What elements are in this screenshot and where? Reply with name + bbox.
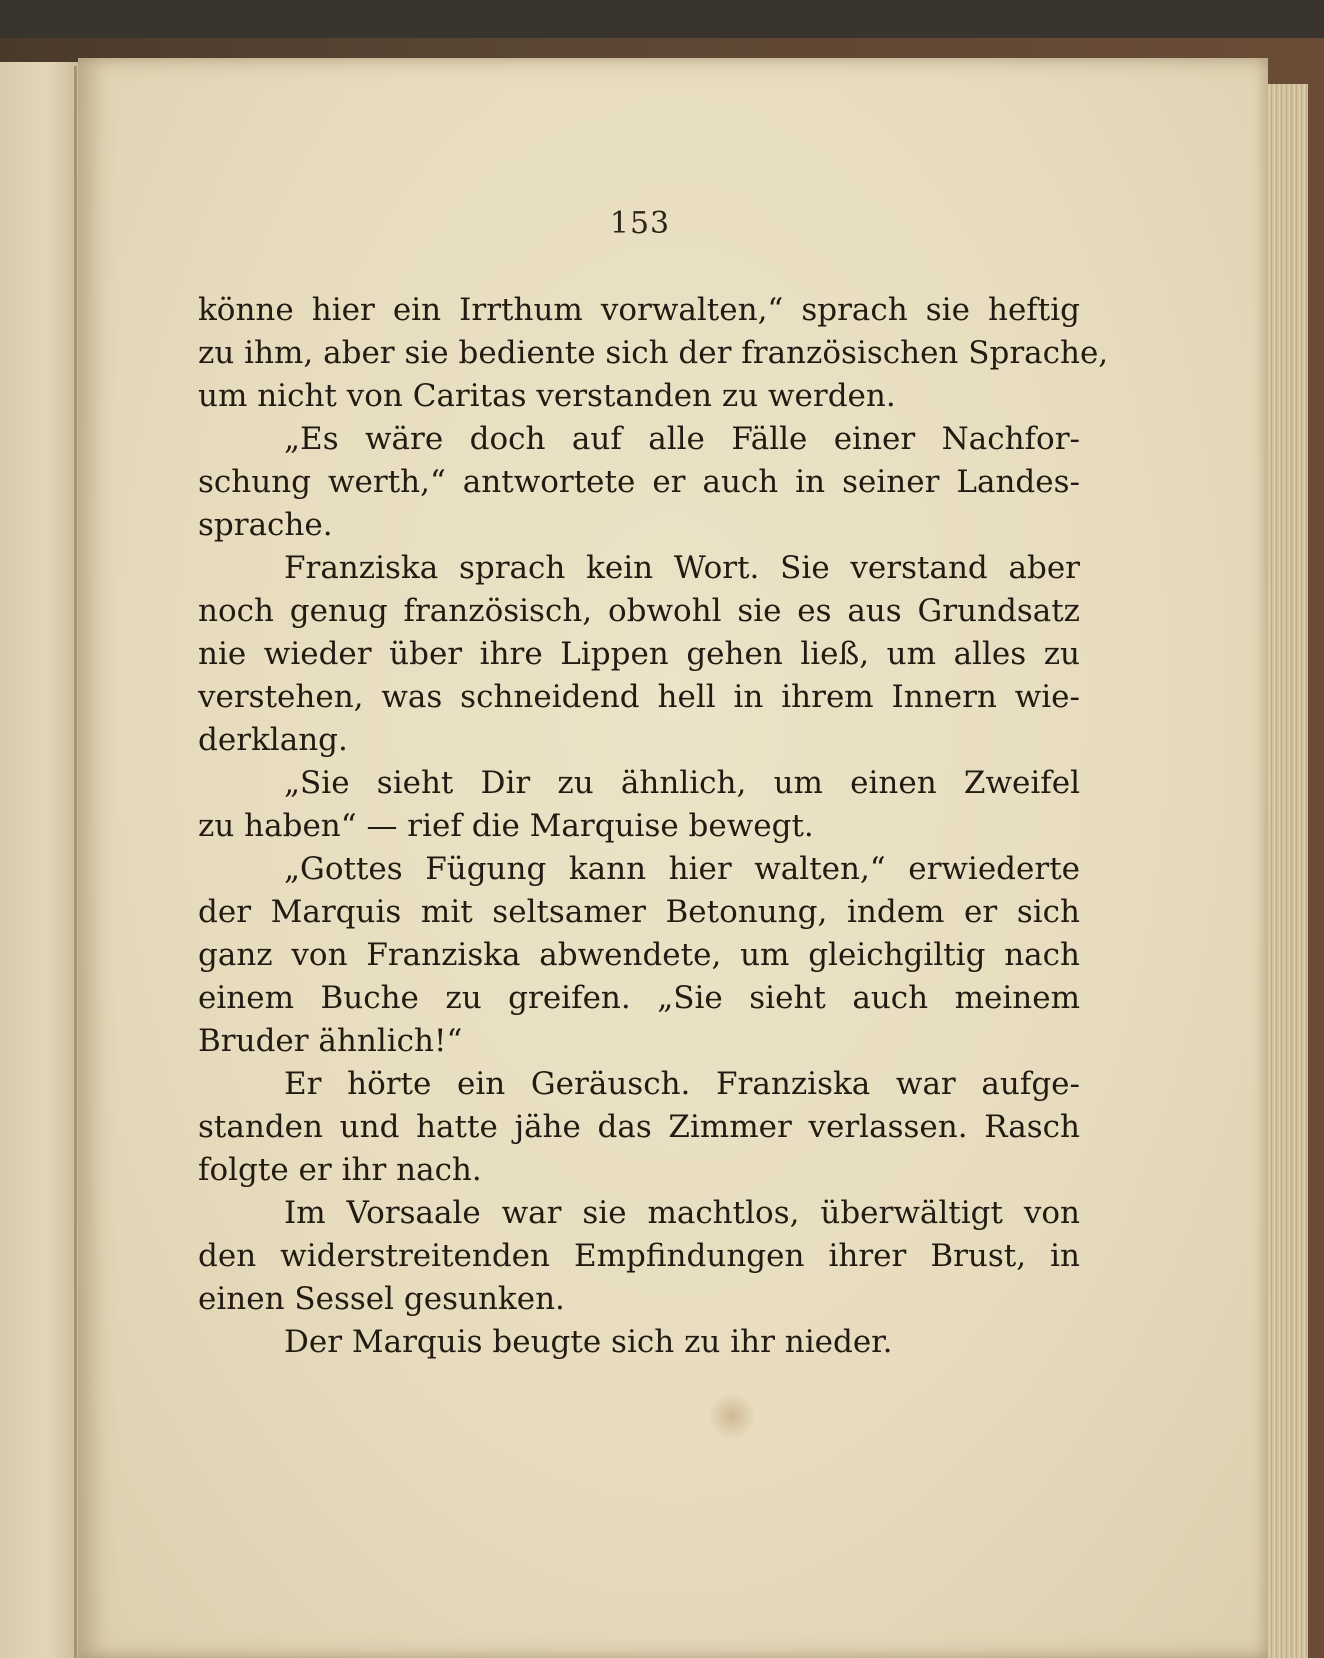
text-line: Im Vorsaale war sie machtlos, überwältigt von [284,1195,1080,1231]
text-line: „Es wäre doch auf alle Fälle einer Nachfor- [284,421,1080,457]
text-line: den widerstreitenden Empfindungen ihrer Brust, in [198,1238,1080,1274]
text-line: Bruder ähnlich!“ [198,1023,463,1059]
text-line: standen und hatte jähe das Zimmer verlassen. Rasch [198,1109,1080,1145]
left-page-edge [0,62,78,1658]
text-line: der Marquis mit seltsamer Betonung, indem er sich [198,894,1080,930]
text-line: noch genug französisch, obwohl sie es aus Grundsatz [198,593,1080,629]
text-line: zu haben“ — rief die Marquise bewegt. [198,808,814,844]
text-line: „Sie sieht Dir zu ähnlich, um einen Zweifel [284,765,1080,801]
text-line: einem Buche zu greifen. „Sie sieht auch meinem [198,980,1080,1016]
text-line: „Gottes Fügung kann hier walten,“ erwiederte [284,851,1080,887]
text-line: sprache. [198,507,333,543]
text-line: um nicht von Caritas verstanden zu werden. [198,378,896,414]
text-line: nie wieder über ihre Lippen gehen ließ, um alles zu [198,636,1080,672]
text-line: schung werth,“ antwortete er auch in seiner Landes- [198,464,1080,500]
text-line: derklang. [198,722,348,758]
book-spine [74,66,77,1658]
text-line: Der Marquis beugte sich zu ihr nieder. [284,1324,893,1360]
text-line: verstehen, was schneidend hell in ihrem Innern wie- [198,679,1080,715]
text-line: ganz von Franziska abwendete, um gleichgiltig nach [198,937,1080,973]
text-line: Franziska sprach kein Wort. Sie verstand aber [284,550,1080,586]
text-line: zu ihm, aber sie bediente sich der französischen Sprache, [198,335,1109,371]
text-line: Er hörte ein Geräusch. Franziska war aufge- [284,1066,1080,1102]
text-line: folgte er ihr nach. [198,1152,482,1188]
paper-stain [708,1392,756,1440]
text-line: einen Sessel gesunken. [198,1281,565,1317]
page-number: 153 [609,206,671,241]
text-line: könne hier ein Irrthum vorwalten,“ sprach sie heftig [198,292,1080,328]
